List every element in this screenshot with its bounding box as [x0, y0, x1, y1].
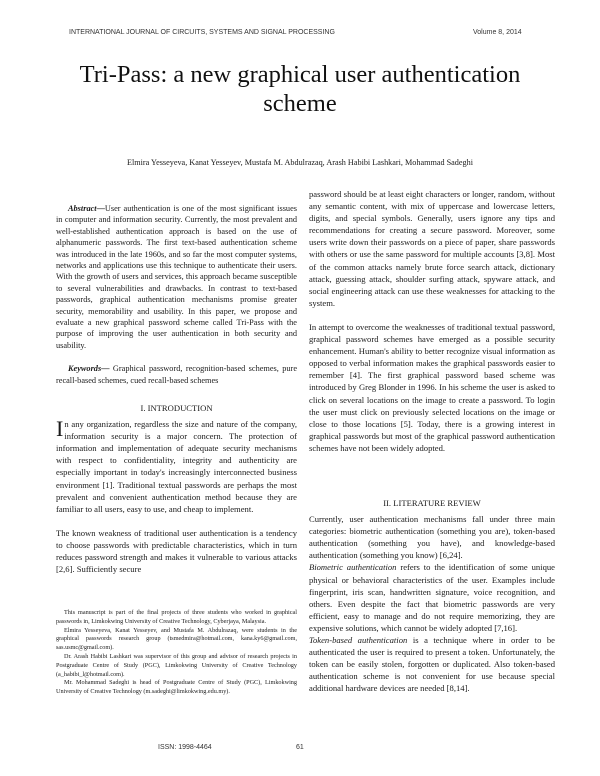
volume-label: Volume 8, 2014 — [473, 29, 522, 36]
biometric-term: Biometric authentication — [309, 562, 397, 573]
paper-title: Tri-Pass: a new graphical user authentication scheme — [79, 61, 521, 117]
abstract — [56, 203, 297, 386]
section-heading-literature: II. LITERATURE REVIEW — [383, 498, 481, 508]
abstract-label: Abstract— — [68, 204, 105, 213]
footnote: Elmira Yesseyeva, Kanat Yesseyev, and Mustafa M. Abdulrazaq, were students in the graphical passwords research group (tsmedmira@hotmail.com, kana.ky6@gmail.com, sas.usmc@gmail.com). — [56, 626, 297, 652]
intro-paragraph-2: The known weakness of traditional user authentication is a tendency to choose passwords with predictable characteristics, which in turn reduces password strength and makes it vulnerable to various attacks [2,6]. Sufficiently secure — [56, 527, 297, 575]
journal-header: INTERNATIONAL JOURNAL OF CIRCUITS, SYSTEMS AND SIGNAL PROCESSING — [69, 29, 335, 36]
abstract-text: User authentication is one of the most significant issues in computer and information security. Currently, the most prevalent and well-established authentication approach is based on the use of alphanumeric passwords. The first text-based authentication scheme was introduced in the late 1960s, and so far the most computer systems, networks and applications use this technique to authenticate their users. With the growth of users and services, this approach became susceptible to several vulnerabilities and drawbacks. In contrast to text-based passwords, graphical authentication mechanisms promise greater security, memorability and usability. In this paper, we propose and evaluate a new graphical password scheme called Tri-Pass with the purpose of improving the user authentication in both security and usability. — [56, 204, 297, 350]
section-heading-introduction: I. INTRODUCTION — [140, 403, 213, 413]
literature-paragraph-3: is a technique where in order to be authenticated the user is required to present a token. Unfortunately, the token can be easily stolen, forgotten or duplicated. Also token-based authentication scheme is not convenient for use because special additional hardware devices are needed [8,14]. — [309, 635, 555, 694]
intro-paragraph-1: n any organization, regardless the size and nature of the company, information security is a major concern. The protection of information and implementation of adequate security mechanisms with respect to confidentiality, integrity and authenticity are especially important in today's increasingly interconnected business environment [1]. Traditional textual passwords are perhaps the most prevalent and convenient authentication method because they are familiar to all users, easy to use, and cheap to implement. — [56, 419, 297, 514]
literature-paragraph-2: refers to the identification of some unique physical or behavioral characteristics of the user. Examples include fingerprint, iris scan, handwritten signature, voice recognition, and others. Even despite the fact that biometric passwords are very efficient, easy to manage and do not require memorizing, they are expensive solutions, which cannot be widely adopted [7,16]. — [309, 562, 555, 633]
keywords-text: Graphical password, recognition-based schemes, pure recall-based schemes, cued recall-based schemes — [56, 364, 297, 385]
issn-footer: ISSN: 1998-4464 — [158, 744, 212, 751]
introduction-section — [56, 402, 297, 575]
footnote: Dr. Arash Habibi Lashkari was supervisor of this group and advisor of research projects in Postgraduate Centre of Study (PGC), Limkokwing University of Creative Technology (a_habibi_l@hotmail.com). — [56, 652, 297, 678]
right-column-intro — [309, 188, 555, 454]
footnotes — [56, 609, 297, 697]
drop-cap: I — [56, 416, 64, 442]
token-term: Token-based authentication — [309, 635, 408, 646]
literature-section — [309, 497, 555, 695]
literature-paragraph-1: Currently, user authentication mechanisms fall under three main categories: biometric authentication (something you are), token-based authentication (something you have), and knowledge-based authentication (something you know) [6,24]. — [309, 514, 555, 561]
intro-paragraph-4: In attempt to overcome the weaknesses of traditional textual password, graphical password schemes have emerged as a possible security enhancement. Human's ability to better recognize visual information as opposed to verbal information makes the graphical passwords easier to remember [4]. The first graphical password based scheme was introduced by Greg Blonder in 1996. In his scheme the user is asked to click on several locations on the image to create a password. To login the user must click on previously selected locations on the image or close to those locations [5]. Today, there is a growing interest in graphical passwords but most of the graphical password authentication schemes have not been widely adopted. — [309, 321, 555, 453]
intro-paragraph-3: password should be at least eight characters or longer, random, without any semantic content, with mix of uppercase and lowercase letters, digits, and special symbols. Generally, users ignore any tips and recommendations for creating a secure password. Moreover, some users write down their passwords on a piece of paper, share passwords with others or use the same password for multiple accounts [3,8]. Most of the common attacks namely brute force search attack, dictionary attack, guessing attack, shoulder surfing attack, spyware attack, and social engineering attack can use these weaknesses for attacking to the system. — [309, 189, 555, 308]
author-list: Elmira Yesseyeva, Kanat Yesseyev, Mustafa M. Abdulrazaq, Arash Habibi Lashkari, Mohammad Sadeghi — [126, 158, 473, 167]
page-number: 61 — [296, 744, 304, 751]
footnote: This manuscript is part of the final projects of three students who worked in graphical passwords in, Limkokwing University of Creative Technology, Cyberjaya, Malaysia. — [56, 609, 297, 625]
footnote: Mr. Mohammad Sadeghi is head of Postgraduate Centre of Study (PGC), Limkokwing University of Creative Technology (m.sadeghi@limkokwing.edu.my). — [56, 679, 297, 696]
keywords-label: Keywords— — [68, 364, 110, 374]
